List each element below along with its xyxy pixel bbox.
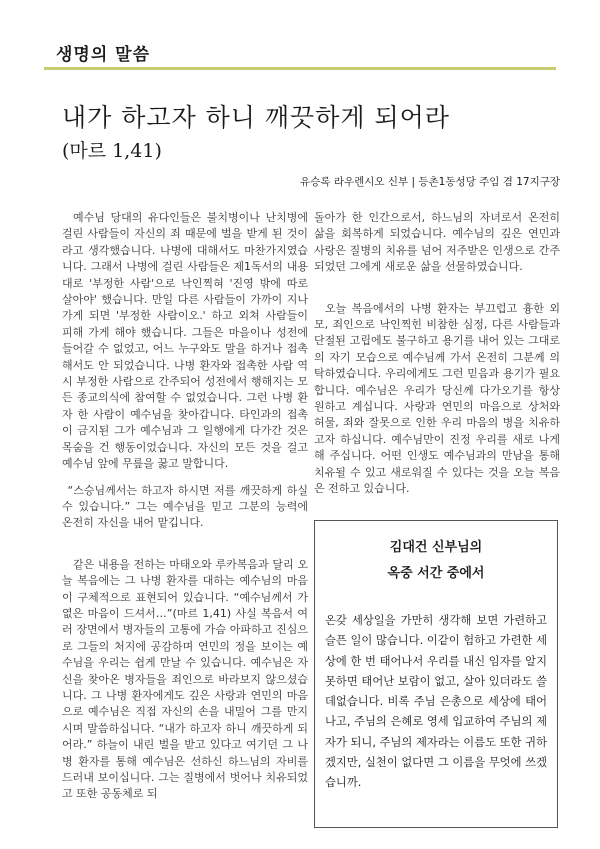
- section-divider: [44, 67, 556, 70]
- paragraph: 같은 내용을 전하는 마태오와 루카복음과 달리 오늘 복음에는 그 나병 환자를 대하는 예수님의 마음이 구체적으로 표현되어 있습니다. “예수님께서 가엾은 마음이 드셔서…”(마르 1,41) 사실 복음서 여러 장면에서 병자들의 고통에 가슴 아파하고 진심으로 그들의 처지에 공감하며 연민의 정을 보이는 예수님을 우리는 쉽게 만날 수 있습니다. 예수님은 자신을 찾아온 병자들을 죄인으로 바라보지 않으셨습니다. 그 나병 환자에게도 깊은 사랑과 연민의 마음으로 예수님은 직접 자신의 손을 내밀어 그를 만지시며 말씀하십니다. “내가 하고자 하니 깨끗하게 되어라.” 하늘이 내린 벌을 받고 있다고 여기던 그 나병 환자를 통해 예수님은 선하신 하느님의 자비를 드러내 보이십니다. 그는 질병에서 벗어나 치유되었고 또한 공동체로 되: [62, 557, 308, 801]
- article-title: 내가 하고자 하니 깨끗하게 되어라: [62, 103, 450, 132]
- letter-body: 온갖 세상일을 가만히 생각해 보면 가련하고 슬픈 일이 많습니다. 이같이 험하고 가련한 세상에 한 번 태어나서 우리를 내신 임자를 알지 못하면 태어난 보람이 없고, 살아 있더라도 쓸데없습니다. 비록 주님 은총으로 세상에 태어나고, 주님의 은혜로 영세 입교하여 주님의 제자가 되니, 주님의 제자라는 이름도 또한 귀하겠지만, 실천이 없다면 그 이름을 무엇에 쓰겠습니까.: [325, 614, 547, 790]
- letter-heading-line: 옥중 서간 중에서: [387, 566, 485, 581]
- left-column: [62, 210, 308, 803]
- letter-heading: [315, 535, 557, 587]
- letter-excerpt-box: [314, 520, 558, 828]
- paragraph: 예수님 당대의 유다인들은 불치병이나 난치병에 걸린 사람들이 자신의 죄 때문에 벌을 받게 된 것이라고 생각했습니다. 나병에 대해서도 마찬가지였습니다. 그래서 나병에 걸린 사람들은 제1독서의 내용대로 '부정한 사람'으로 낙인찍혀 '진영 밖에 따로 살아야' 했습니다. 만일 다른 사람들이 가까이 지나가게 되면 '부정한 사람이오.' 하고 외쳐 사람들이 피해 가게 해야 했습니다. 그들은 마을이나 성전에 들어갈 수 없었고, 어느 누구와도 말을 하거나 접촉해서도 안 되었습니다. 나병 환자와 접촉한 사람 역시 부정한 사람으로 간주되어 성전에서 행해지는 모든 종교의식에 참여할 수 없었습니다. 그런 나병 환자 한 사람이 예수님을 찾아갑니다. 타인과의 접촉이 금지된 그가 예수님과 그 일행에게 다가간 것은 목숨을 건 행동이었습니다. 자신의 모든 것을 걸고 예수님 앞에 무릎을 꿇고 말합니다.: [62, 211, 308, 471]
- paragraph: 돌아가 한 인간으로서, 하느님의 자녀로서 온전히 삶을 회복하게 되었습니다. 예수님의 깊은 연민과 사랑은 질병의 치유를 넘어 저주받은 인생으로 간주되었던 그에게 새로운 삶을 선물하였습니다.: [314, 211, 560, 274]
- author-byline: 유승록 라우렌시오 신부 | 등촌1동성당 주임 겸 17지구장: [300, 176, 560, 188]
- section-title: 생명의 말씀: [56, 45, 151, 65]
- right-column: [314, 210, 560, 498]
- letter-heading-line: 김대건 신부님의: [389, 540, 483, 555]
- paragraph: “스승님께서는 하고자 하시면 저를 깨끗하게 하실 수 있습니다.” 그는 예수님을 믿고 그분의 능력에 온전히 자신을 내어 맡깁니다.: [62, 483, 308, 530]
- scripture-reference: (마르 1,41): [62, 140, 162, 162]
- paragraph: 오늘 복음에서의 나병 환자는 부끄럽고 흉한 외모, 죄인으로 낙인찍힌 비참한 심정, 다른 사람들과 단절된 고립에도 불구하고 용기를 내어 있는 그대로의 자기 모습으로 예수님께 가서 온전히 그분께 의탁하였습니다. 우리에게도 그런 믿음과 용기가 필요합니다. 예수님은 우리가 당신께 다가오기를 항상 원하고 계십니다. 사랑과 연민의 마음으로 상처와 허물, 죄와 잘못으로 인한 우리 마음의 병을 치유하고자 하십니다. 예수님만이 진정 우리를 새로 나게 해 주십니다. 어떤 인생도 예수님과의 만남을 통해 치유될 수 있고 새로워질 수 있다는 것을 오늘 복음은 전하고 있습니다.: [314, 301, 560, 496]
